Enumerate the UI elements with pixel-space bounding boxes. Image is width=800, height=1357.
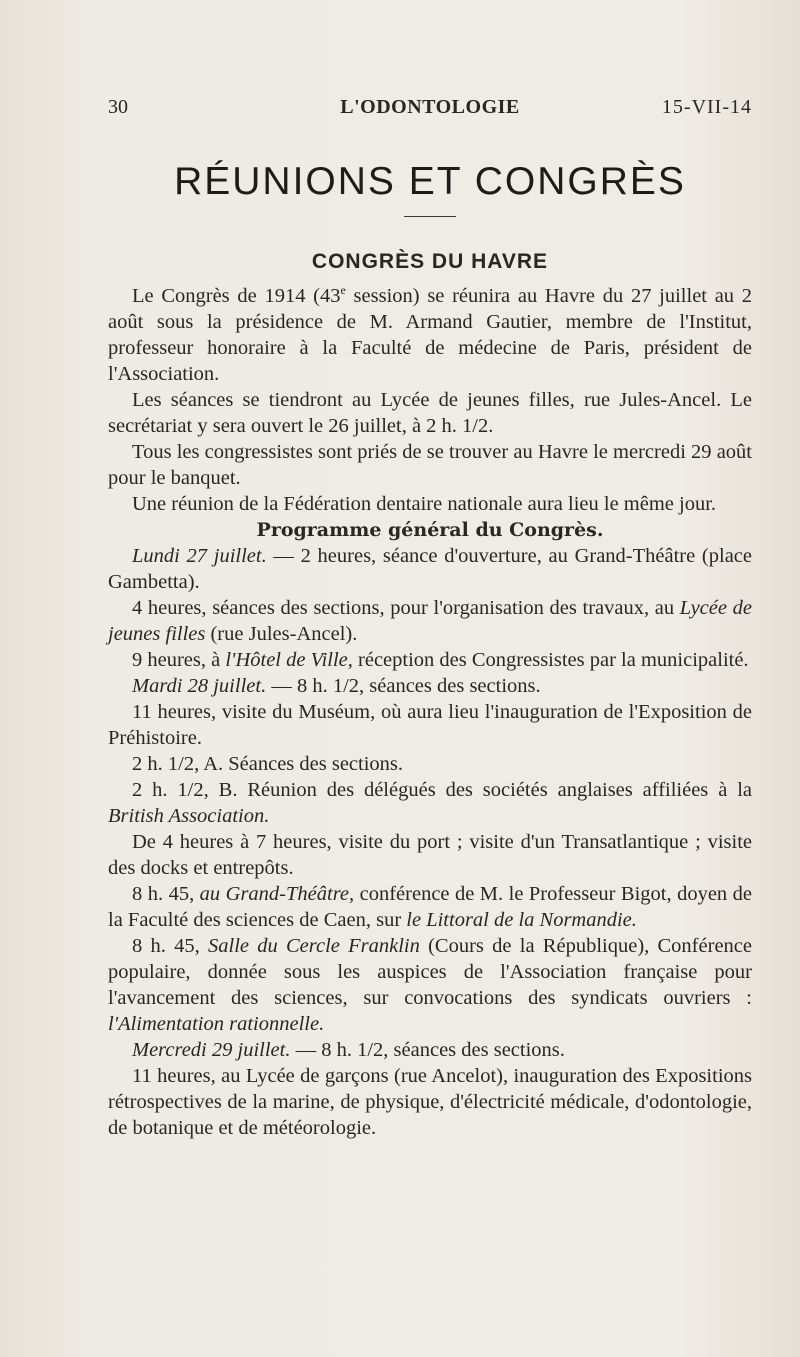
programme-entry: Mercredi 29 juillet. — 8 h. 1/2, séances des sections.	[132, 1039, 565, 1061]
programme-entry: 11 heures, visite du Muséum, où aura lieu l'inauguration de l'Exposition de Préhistoire.	[108, 701, 752, 749]
section-title: RÉUNIONS ET CONGRÈS	[174, 160, 686, 203]
issue-date: 15-VII-14	[661, 96, 752, 118]
programme-entry: 11 heures, au Lycée de garçons (rue Ancelot), inauguration des Expositions rétrospectives de la marine, de physique, d'électricité médicale, d'odontologie, de botanique et de météorologie.	[108, 1065, 752, 1139]
programme-entry: 8 h. 45, au Grand-Théâtre, conférence de M. le Professeur Bigot, doyen de la Faculté des sciences de Caen, sur le Littoral de la Normandie.	[108, 883, 752, 931]
programme-entry: 2 h. 1/2, B. Réunion des délégués des sociétés anglaises affiliées à la British Association.	[108, 779, 752, 827]
journal-title: L'ODONTOLOGIE	[340, 96, 520, 118]
programme-entry: Mardi 28 juillet. — 8 h. 1/2, séances des sections.	[132, 675, 541, 697]
programme-entry: Lundi 27 juillet. — 2 heures, séance d'ouverture, au Grand-Théâtre (place Gambetta).	[108, 545, 752, 593]
paragraph: Les séances se tiendront au Lycée de jeunes filles, rue Jules-Ancel. Le secrétariat y sera ouvert le 26 juillet, à 2 h. 1/2.	[108, 389, 752, 437]
programme-heading: Programme général du Congrès.	[256, 519, 604, 541]
article-body	[108, 283, 752, 1141]
programme-entry: 9 heures, à l'Hôtel de Ville, réception des Congressistes par la municipalité.	[132, 649, 749, 671]
article-title: CONGRÈS DU HAVRE	[311, 250, 549, 273]
programme-entry: De 4 heures à 7 heures, visite du port ; visite d'un Transatlantique ; visite des docks et entrepôts.	[108, 831, 752, 879]
paragraph: Tous les congressistes sont priés de se trouver au Havre le mercredi 29 août pour le banquet.	[108, 441, 752, 489]
running-header	[108, 96, 752, 126]
title-divider	[404, 216, 456, 217]
programme-entry: 2 h. 1/2, A. Séances des sections.	[132, 753, 404, 775]
paragraph: Une réunion de la Fédération dentaire nationale aura lieu le même jour.	[132, 493, 717, 515]
programme-entry: 8 h. 45, Salle du Cercle Franklin (Cours de la République), Conférence populaire, donnée sous les auspices de l'Association française pour l'avancement des sciences, sur convocations des syndicats ouvriers : l'Alimentation rationnelle.	[108, 935, 752, 1035]
page-number: 30	[108, 96, 128, 118]
programme-entry: 4 heures, séances des sections, pour l'organisation des travaux, au Lycée de jeunes filles (rue Jules-Ancel).	[108, 597, 752, 645]
paragraph: Le Congrès de 1914 (43e session) se réunira au Havre du 27 juillet au 2 août sous la présidence de M. Armand Gautier, membre de l'Institut, professeur honoraire à la Faculté de médecine de Paris, président de l'Association.	[108, 283, 753, 385]
